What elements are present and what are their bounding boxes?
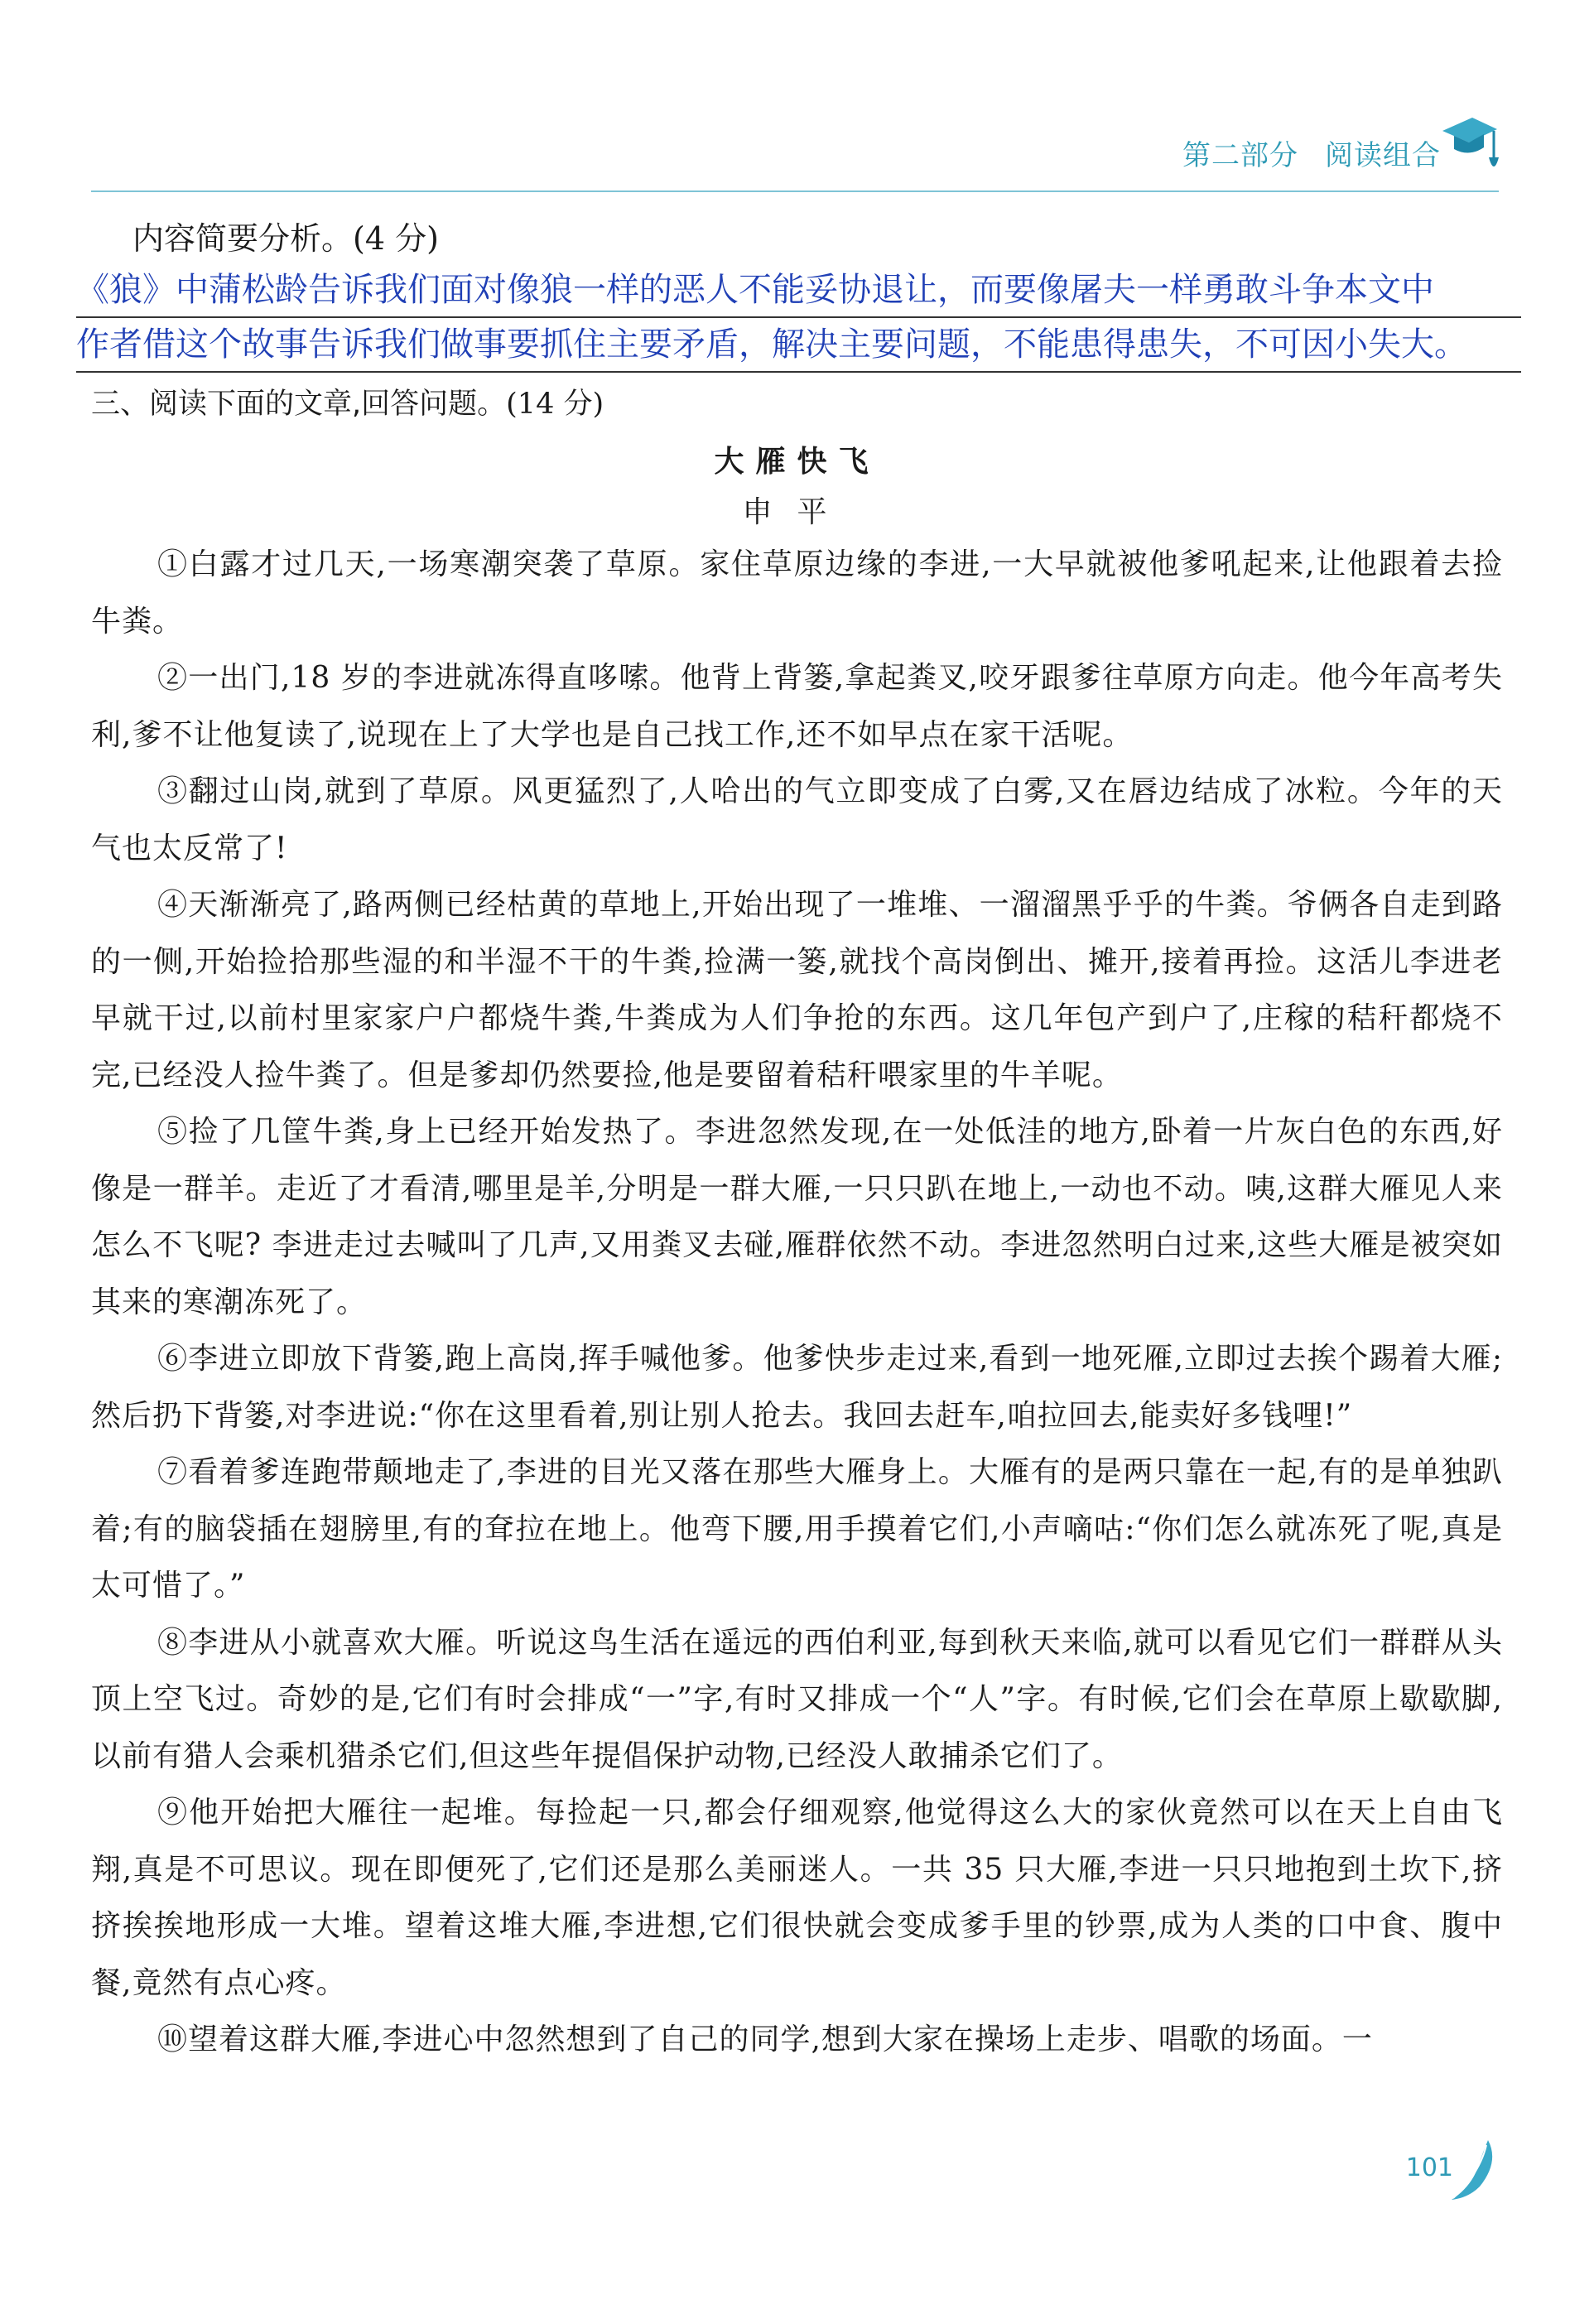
article-paragraph: ⑧李进从小就喜欢大雁。听说这鸟生活在遥远的西伯利亚,每到秋天来临,就可以看见它们一群群从头顶上空飞过。奇妙的是,它们有时会排成“一”字,有时又排成一个“人”字。有时候,它们会在草原上歇歇脚,以前有猎人会乘机猎杀它们,但这些年提倡保护动物,已经没人敢捕杀它们了。 <box>91 1625 1503 1773</box>
article-paragraph: ⑩望着这群大雁,李进心中忽然想到了自己的同学,想到大家在操场上走步、唱歌的场面。一 <box>157 2023 1373 2056</box>
article-paragraph: ⑥李进立即放下背篓,跑上高岗,挥手喊他爹。他爹快步走过来,看到一地死雁,立即过去挨个踢着大雁;然后扔下背篓,对李进说:“你在这里看着,别让别人抢去。我回去赶车,咱拉回去,能卖好多钱哩!” <box>91 1342 1503 1433</box>
article-paragraph: ④天渐渐亮了,路两侧已经枯黄的草地上,开始出现了一堆堆、一溜溜黑乎乎的牛粪。爷俩各自走到路的一侧,开始捡拾那些湿的和半湿不干的牛粪,捡满一篓,就找个高岗倒出、摊开,接着再捡。这活儿李进老早就干过,以前村里家家户户都烧牛粪,牛粪成为人们争抢的东西。这几年包产到户了,庄稼的秸秆都烧不完,已经没人捡牛粪了。但是爹却仍然要捡,他是要留着秸秆喂家里的牛羊呢。 <box>91 888 1503 1092</box>
question-score: (14 分) <box>506 388 604 421</box>
handwritten-answer <box>76 263 1521 373</box>
article-paragraph: ②一出门,18 岁的李进就冻得直哆嗦。他背上背篓,拿起粪叉,咬牙跟爹往草原方向走。他今年高考失利,爹不让他复读了,说现在上了大学也是自己找工作,还不如早点在家干活呢。 <box>91 661 1503 752</box>
graduation-cap-icon <box>1439 106 1499 181</box>
page-footer <box>1380 2137 1496 2203</box>
question-heading-text: 三、阅读下面的文章,回答问题。 <box>91 388 507 421</box>
page-content <box>76 214 1503 2069</box>
article-author: 申平 <box>742 495 852 529</box>
analysis-prompt: 内容简要分析。(4 分) <box>132 220 439 257</box>
page-header <box>91 124 1499 192</box>
feather-icon <box>1447 2137 1496 2203</box>
answer-line: 作者借这个故事告诉我们做事要抓住主要矛盾，解决主要问题，不能患得患失，不可因小失大。 <box>76 318 1521 373</box>
answer-line: 《狼》中蒲松龄告诉我们面对像狼一样的恶人不能妥协退让，而要像屠夫一样勇敢斗争本文中 <box>76 263 1521 318</box>
section-title <box>1182 133 1441 173</box>
page-number: 101 <box>1405 2153 1453 2182</box>
article-paragraph: ⑨他开始把大雁往一起堆。每捡起一只,都会仔细观察,他觉得这么大的家伙竟然可以在天上自由飞翔,真是不可思议。现在即便死了,它们还是那么美丽迷人。一共 35 只大雁,李进一只只地抱到土坎下,挤挤挨挨地形成一大堆。望着这堆大雁,李进想,它们很快就会变成爹手里的钞票,成为人类的口中食、腹中餐,竟然有点心疼。 <box>91 1796 1503 2000</box>
question-heading <box>91 379 1503 429</box>
article-paragraph: ③翻过山岗,就到了草原。风更猛烈了,人哈出的气立即变成了白雾,又在唇边结成了冰粒。今年的天气也太反常了! <box>91 774 1503 865</box>
part-label: 第二部分 <box>1182 139 1298 172</box>
section-label: 阅读组合 <box>1325 139 1441 172</box>
article-paragraph: ⑤捡了几筐牛粪,身上已经开始发热了。李进忽然发现,在一处低洼的地方,卧着一片灰白色的东西,好像是一群羊。走近了才看清,哪里是羊,分明是一群大雁,一只只趴在地上,一动也不动。咦,这群大雁见人来怎么不飞呢? 李进走过去喊叫了几声,又用粪叉去碰,雁群依然不动。李进忽然明白过来,这些大雁是被突如其来的寒潮冻死了。 <box>91 1115 1503 1319</box>
article-paragraph: ⑦看着爹连跑带颠地走了,李进的目光又落在那些大雁身上。大雁有的是两只靠在一起,有的是单独趴着;有的脑袋插在翅膀里,有的耷拉在地上。他弯下腰,用手摸着它们,小声嘀咕:“你们怎么就冻死了呢,真是太可惜了。” <box>91 1455 1503 1603</box>
article-title: 大雁快飞 <box>714 445 880 479</box>
article-paragraph: ①白露才过几天,一场寒潮突袭了草原。家住草原边缘的李进,一大早就被他爹吼起来,让他跟着去捡牛粪。 <box>91 547 1503 639</box>
